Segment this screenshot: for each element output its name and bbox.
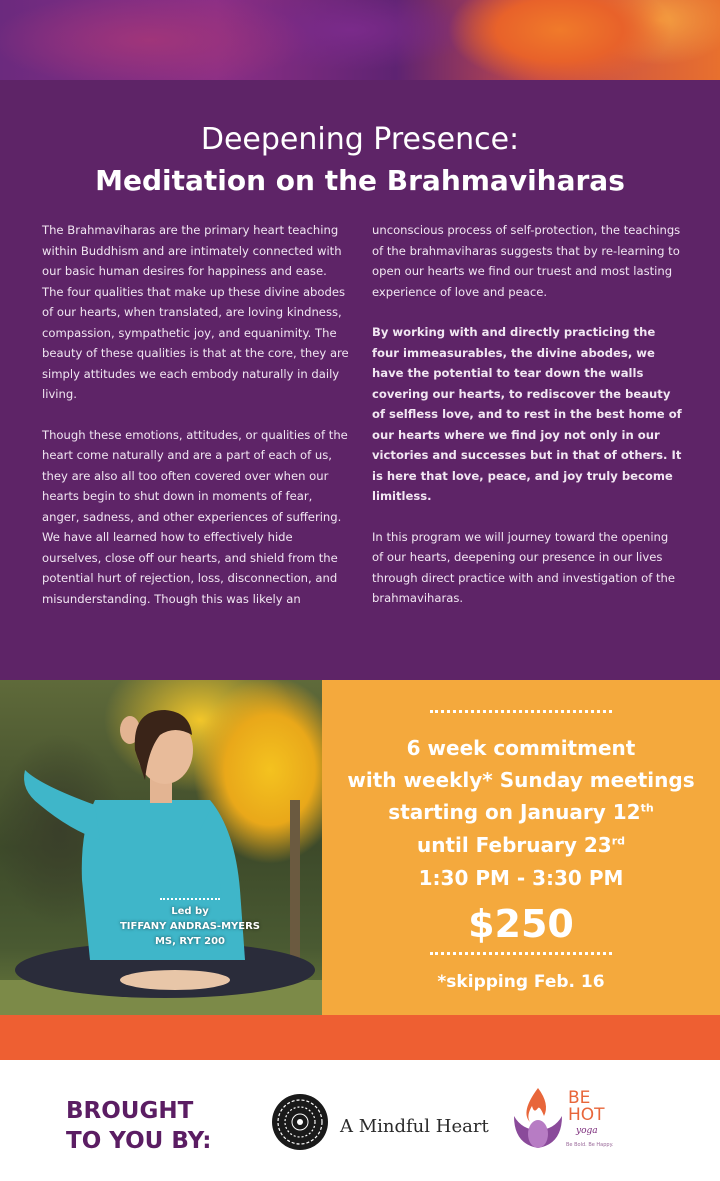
paragraph: The Brahmaviharas are the primary heart teaching within Buddhism and are intimately connected with our basic human desires for happiness and ease. The four qualities that make up these divine abodes of our hearts, when translated, are loving kindness, compassion, sympathetic joy, and equanimity. The beauty of these qualities is that at the core, they are simply attitudes we each embody naturally in daily living.	[42, 223, 349, 401]
sponsor-heading: BROUGHT TO YOU BY:	[66, 1098, 212, 1154]
schedule-line: 6 week commitment	[406, 736, 636, 760]
instructor-name: TIFFANY ANDRAS-MYERS	[119, 921, 260, 932]
paragraph: unconscious process of self-protection, the teachings of the brahmaviharas suggests that by re-learning to open our hearts we find our truest and most lasting experience of love and peace.	[372, 223, 681, 299]
schedule-note: *skipping Feb. 16	[437, 972, 605, 992]
price: $250	[468, 902, 574, 946]
page-title: Deepening Presence:	[200, 122, 520, 157]
led-by-label: Led by	[171, 906, 209, 917]
instructor-photo	[0, 680, 322, 1015]
instructor-caption	[80, 898, 300, 949]
partner-tagline: Be Bold. Be Happy.	[566, 1142, 614, 1148]
right-column	[372, 220, 682, 629]
schedule-time: 1:30 PM - 3:30 PM	[418, 866, 624, 890]
paragraph-bold: By working with and directly practicing the four immeasurables, the divine abodes, we have the potential to tear down the walls covering our hearts, to rediscover the beauty of selfless love, and to rest in the best home of our hearts where we find joy not only in our victories and successes but in that of others. It is here that love, peace, and joy truly become limitless.	[372, 325, 682, 503]
divider	[160, 898, 220, 900]
decorative-strip	[0, 1015, 720, 1060]
mandala-logo-icon	[270, 1092, 330, 1152]
paragraph: In this program we will journey toward the opening of our hearts, deepening our presence in our lives through direct practice with and investigation of the brahmaviharas.	[372, 529, 676, 605]
description-panel	[0, 80, 720, 680]
footer	[0, 1060, 720, 1181]
be-hot-yoga-logo-icon	[510, 1086, 566, 1150]
instructor-credentials: MS, RYT 200	[154, 936, 225, 947]
left-column	[42, 220, 352, 629]
schedule-end: until February 23rd	[416, 833, 626, 857]
page-subtitle: Meditation on the Brahmaviharas	[95, 164, 625, 197]
partner-name: A Mindful Heart	[340, 1116, 489, 1137]
schedule-panel	[322, 680, 720, 1015]
divider	[430, 710, 612, 713]
person-illustration	[0, 680, 322, 1015]
schedule-start: starting on January 12th	[388, 800, 654, 824]
decorative-banner	[0, 0, 720, 80]
paragraph: Though these emotions, attitudes, or qualities of the heart come naturally and are a part of each of us, they are also all too often covered over when our hearts begin to shut down in moments of fear, anger, sadness, and other experiences of suffering. We have all learned how to effectively hide ourselves, close off our hearts, and shield from the potential hurt of rejection, loss, disconnection, and misunderstanding. Though this was likely an	[42, 427, 348, 606]
schedule-line: with weekly* Sunday meetings	[347, 768, 695, 792]
divider	[430, 952, 612, 955]
partner-logo-text: BE HOT	[568, 1088, 605, 1125]
partner-logo-subtext: yoga	[576, 1126, 598, 1136]
